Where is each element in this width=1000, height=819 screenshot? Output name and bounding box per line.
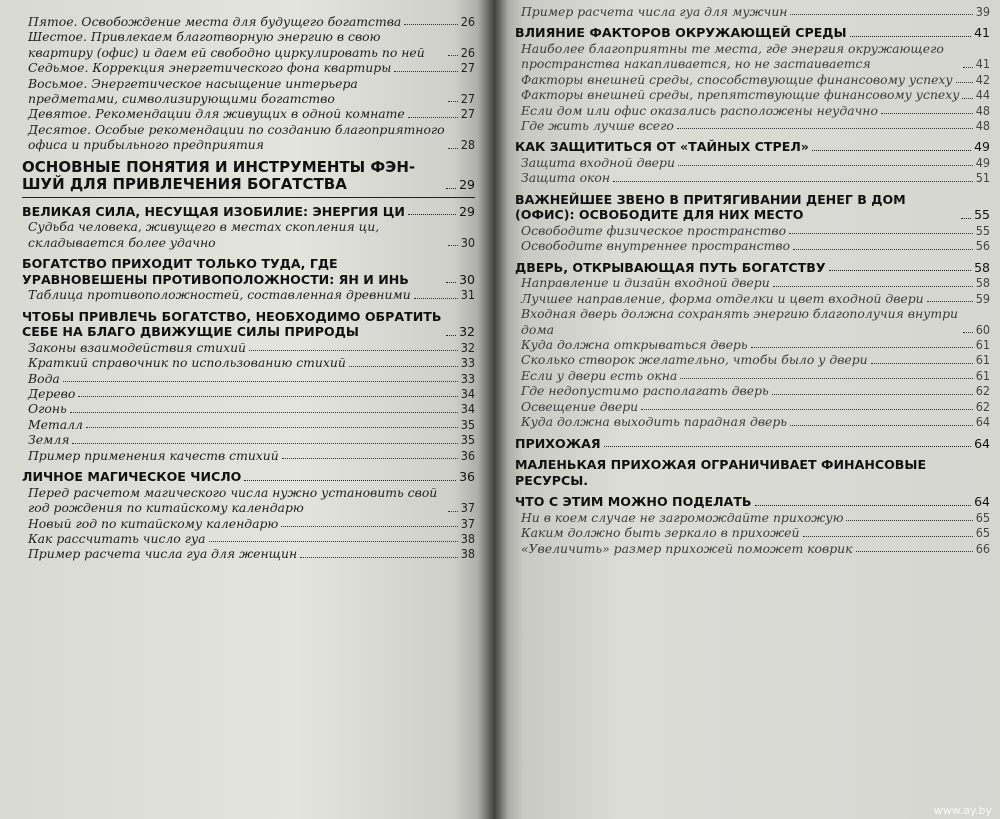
toc-title: ВЕЛИКАЯ СИЛА, НЕСУЩАЯ ИЗОБИЛИЕ: ЭНЕРГИЯ ЦИ: [22, 203, 405, 219]
toc-page-number: 36: [460, 447, 475, 463]
toc-page-number: 27: [460, 60, 475, 76]
dot-leader: [86, 427, 458, 428]
dot-leader: [448, 511, 458, 512]
dot-leader: [678, 165, 973, 166]
dot-leader: [72, 443, 457, 444]
toc-title: Освободите внутреннее пространство: [521, 238, 791, 254]
toc-entry: [515, 72, 990, 87]
toc-title: Десятое. Особые рекомендации по созданию благоприятного офиса и прибыльного предприятия: [28, 121, 445, 153]
toc-title: Факторы внешней среды, способствующие финансовому успеху: [521, 71, 953, 87]
dot-leader: [963, 332, 973, 333]
dot-leader: [846, 520, 972, 521]
toc-page-number: 55: [975, 223, 990, 239]
toc-page-number: 64: [975, 414, 990, 430]
toc-title: ЛИЧНОЕ МАГИЧЕСКОЕ ЧИСЛО: [22, 469, 242, 485]
dot-leader: [613, 181, 973, 182]
dot-leader: [63, 381, 458, 382]
toc-title: Шестое. Привлекаем благотворную энергию в свою квартиру (офис) и даем ей свободно циркулировать по ней: [28, 29, 425, 60]
toc-title: Законы взаимодействия стихий: [28, 339, 247, 355]
toc-section-heading: [515, 25, 990, 41]
toc-section-heading: [515, 494, 990, 510]
toc-entry: [515, 414, 990, 429]
toc-entry: [515, 525, 990, 540]
toc-page-number: 34: [460, 401, 475, 417]
toc-title: Новый год по китайскому календарю: [28, 515, 279, 531]
dot-leader: [641, 409, 973, 410]
toc-entry: [22, 340, 475, 355]
toc-entry: [22, 60, 475, 75]
toc-page-number: 30: [460, 234, 475, 250]
toc-title: Входная дверь должна сохранять энергию благополучия внутри дома: [521, 306, 958, 337]
toc-page-number: 32: [460, 339, 475, 355]
toc-title: Перед расчетом магического числа нужно установить свой год рождения по китайскому календарю: [28, 484, 438, 516]
toc-page-number: 58: [975, 275, 990, 291]
toc-entry: [22, 546, 475, 561]
dot-leader: [448, 55, 458, 56]
toc-page-number: 35: [460, 416, 475, 432]
toc-title: Вода: [28, 370, 60, 386]
dot-leader: [408, 214, 456, 215]
toc-entry: [515, 103, 990, 118]
toc-title: Металл: [28, 416, 83, 432]
dot-leader: [881, 113, 973, 114]
toc-title: ОСНОВНЫЕ ПОНЯТИЯ И ИНСТРУМЕНТЫ ФЭН-ШУЙ ДЛЯ ПРИВЛЕЧЕНИЯ БОГАТСТВА: [22, 157, 416, 193]
toc-entry: [22, 287, 475, 302]
dot-leader: [773, 286, 973, 287]
toc-entry: [22, 76, 475, 107]
toc-title: Земля: [28, 432, 70, 448]
toc-entry: [515, 275, 990, 290]
toc-page-number: 27: [460, 91, 475, 107]
dot-leader: [677, 128, 973, 129]
toc-title: Освободите физическое пространство: [521, 223, 787, 239]
dot-leader: [755, 505, 972, 506]
toc-title: ЧТОБЫ ПРИВЛЕЧЬ БОГАТСТВО, НЕОБХОДИМО ОБРАТИТЬ СЕБЕ НА БЛАГО ДВИЖУЩИЕ СИЛЫ ПРИРОДЫ: [22, 308, 442, 340]
toc-page-number: 61: [975, 367, 990, 383]
toc-entry: [515, 238, 990, 253]
toc-title: Восьмое. Энергетическое насыщение интерьера предметами, символизирующими богатство: [28, 75, 358, 107]
dot-leader: [812, 150, 971, 151]
toc-entry: [22, 106, 475, 121]
toc-title: Девятое. Рекомендации для живущих в одной комнате: [28, 106, 405, 122]
toc-section-heading: [22, 256, 475, 287]
toc-section-heading: [515, 260, 990, 276]
toc-page-number: 58: [974, 259, 990, 275]
toc-page-number: 62: [975, 398, 990, 414]
toc-page-number: 39: [975, 4, 990, 19]
toc-page-number: 44: [975, 87, 990, 103]
dot-leader: [404, 24, 457, 25]
toc-entry: [22, 417, 475, 432]
toc-title: КАК ЗАЩИТИТЬСЯ ОТ «ТАЙНЫХ СТРЕЛ»: [515, 139, 809, 155]
dot-leader: [790, 14, 972, 15]
toc-title: Защита окон: [521, 170, 611, 186]
toc-entry: [22, 448, 475, 463]
toc-entry: [515, 383, 990, 398]
dot-leader: [349, 366, 458, 367]
toc-title: «Увеличить» размер прихожей поможет коврик: [521, 540, 853, 556]
toc-page-number: 29: [459, 176, 475, 192]
toc-section-heading: [22, 309, 475, 340]
dot-leader: [680, 378, 972, 379]
toc-title: Освещение двери: [521, 398, 639, 414]
toc-page-number: 38: [460, 530, 475, 546]
toc-entry: [515, 291, 990, 306]
dot-leader: [789, 233, 973, 234]
dot-leader: [446, 282, 456, 283]
dot-leader: [803, 536, 973, 537]
toc-page-number: 32: [459, 324, 475, 340]
toc-title: Ни в коем случае не загромождайте прихожую: [521, 509, 844, 525]
toc-title: Факторы внешней среды, препятствующие финансовому успеху: [521, 87, 960, 103]
toc-page-number: 38: [460, 546, 475, 562]
dot-leader: [829, 270, 972, 271]
toc-title: Седьмое. Коррекция энергетического фона квартиры: [28, 60, 392, 76]
toc-entry: [22, 371, 475, 386]
toc-entry: [22, 531, 475, 546]
toc-title: Где недопустимо располагать дверь: [521, 383, 769, 399]
toc-title: МАЛЕНЬКАЯ ПРИХОЖАЯ ОГРАНИЧИВАЕТ ФИНАНСОВЫЕ РЕСУРСЫ.: [515, 457, 927, 488]
toc-title: Краткий справочник по использованию стихий: [28, 355, 346, 371]
section-divider: [22, 197, 475, 198]
dot-leader: [281, 526, 457, 527]
toc-page-number: 31: [460, 287, 475, 303]
toc-section-heading: [22, 159, 475, 193]
toc-title: Куда должна выходить парадная дверь: [521, 414, 788, 430]
toc-entry: [515, 170, 990, 185]
dot-leader: [78, 396, 457, 397]
toc-title: Таблица противоположностей, составленная древними: [28, 287, 411, 303]
toc-entry: [515, 352, 990, 367]
toc-entry: [515, 223, 990, 238]
dot-leader: [282, 458, 458, 459]
toc-page-number: 64: [974, 435, 990, 451]
dot-leader: [604, 446, 972, 447]
toc-page-number: 37: [460, 500, 475, 516]
toc-entry: [515, 399, 990, 414]
toc-title: Если у двери есть окна: [521, 367, 678, 383]
toc-entry: [22, 29, 475, 60]
toc-page-number: 33: [460, 370, 475, 386]
toc-section-heading: [515, 436, 990, 452]
toc-page-number: 49: [975, 155, 990, 171]
toc-page-number: 61: [975, 352, 990, 368]
dot-leader: [394, 71, 457, 72]
toc-section-heading: [515, 457, 990, 488]
toc-title: ДВЕРЬ, ОТКРЫВАЮЩАЯ ПУТЬ БОГАТСТВУ: [515, 259, 826, 275]
toc-page-number: 35: [460, 432, 475, 448]
toc-page-number: 34: [460, 386, 475, 402]
toc-page-number: 65: [975, 525, 990, 541]
toc-title: Пример расчета числа гуа для мужчин: [521, 4, 788, 19]
dot-leader: [790, 425, 973, 426]
toc-page-number: 64: [974, 494, 990, 510]
toc-title: Каким должно быть зеркало в прихожей: [521, 525, 800, 541]
toc-page-number: 37: [460, 515, 475, 531]
toc-entry: [22, 122, 475, 153]
toc-title: Лучшее направление, форма отделки и цвет входной двери: [521, 290, 924, 306]
toc-entry: [22, 386, 475, 401]
toc-entry: [515, 155, 990, 170]
toc-entry: [515, 118, 990, 133]
toc-title: Огонь: [28, 401, 67, 417]
dot-leader: [751, 347, 973, 348]
dot-leader: [249, 350, 458, 351]
toc-page-number: 29: [459, 203, 475, 219]
dot-leader: [448, 101, 458, 102]
toc-title: ПРИХОЖАЯ: [515, 435, 601, 451]
toc-page-number: 65: [975, 509, 990, 525]
toc-entry: [515, 541, 990, 556]
toc-page-number: 26: [460, 44, 475, 60]
toc-entry: [22, 401, 475, 416]
toc-page-number: 26: [460, 14, 475, 29]
toc-entry: [22, 219, 475, 250]
toc-entry: [515, 337, 990, 352]
toc-title: Если дом или офис оказались расположены неудачно: [521, 102, 878, 118]
toc-title: Как рассчитать число гуа: [28, 530, 206, 546]
toc-page-number: 30: [459, 271, 475, 287]
toc-page-number: 28: [460, 137, 475, 153]
toc-page-number: 48: [975, 118, 990, 134]
toc-entry: [515, 87, 990, 102]
watermark: www.ay.by: [933, 804, 992, 817]
toc-title: Пример применения качеств стихий: [28, 447, 279, 463]
toc-page-number: 48: [975, 102, 990, 118]
dot-leader: [793, 249, 973, 250]
dot-leader: [856, 551, 973, 552]
dot-leader: [871, 363, 973, 364]
dot-leader: [300, 557, 457, 558]
toc-title: Защита входной двери: [521, 155, 675, 171]
toc-title: БОГАТСТВО ПРИХОДИТ ТОЛЬКО ТУДА, ГДЕ УРАВНОВЕШЕНЫ ПРОТИВОПОЛОЖНОСТИ: ЯН И ИНЬ: [22, 256, 409, 287]
dot-leader: [244, 480, 456, 481]
toc-entry: [22, 432, 475, 447]
toc-page-number: 42: [975, 71, 990, 87]
toc-entry: [22, 14, 475, 29]
toc-section-heading: [22, 204, 475, 220]
toc-page-number: 51: [975, 170, 990, 186]
toc-entry: [515, 4, 990, 19]
toc-title: Судьба человека, живущего в местах скопления ци, складывается более удачно: [28, 219, 380, 250]
book-gutter: [478, 0, 508, 819]
dot-leader: [209, 541, 458, 542]
toc-page-number: 55: [974, 207, 990, 223]
toc-entry: [22, 355, 475, 370]
toc-title: Где жить лучше всего: [521, 118, 674, 134]
dot-leader: [414, 298, 458, 299]
toc-title: ЧТО С ЭТИМ МОЖНО ПОДЕЛАТЬ: [515, 494, 752, 510]
toc-title: ВЛИЯНИЕ ФАКТОРОВ ОКРУЖАЮЩЕЙ СРЕДЫ: [515, 25, 847, 41]
dot-leader: [446, 335, 456, 336]
toc-title: Дерево: [28, 386, 76, 402]
toc-section-heading: [515, 139, 990, 155]
toc-page-number: 33: [460, 355, 475, 371]
toc-entry: [515, 306, 990, 337]
dot-leader: [408, 117, 458, 118]
toc-page-number: 41: [974, 25, 990, 41]
toc-page-number: 56: [975, 238, 990, 254]
dot-leader: [448, 245, 458, 246]
toc-title: Пример расчета числа гуа для женщин: [28, 546, 298, 562]
toc-entry: [515, 41, 990, 72]
toc-title: Направление и дизайн входной двери: [521, 275, 770, 291]
toc-title: ВАЖНЕЙШЕЕ ЗВЕНО В ПРИТЯГИВАНИИ ДЕНЕГ В ДОМ (ОФИС): ОСВОБОДИТЕ ДЛЯ НИХ МЕСТО: [515, 191, 906, 223]
dot-leader: [446, 188, 456, 189]
dot-leader: [772, 394, 973, 395]
toc-entry: [515, 510, 990, 525]
dot-leader: [448, 148, 458, 149]
toc-page-number: 62: [975, 383, 990, 399]
toc-title: Куда должна открываться дверь: [521, 337, 748, 353]
right-page: [493, 0, 1000, 819]
toc-title: Пятое. Освобождение места для будущего богатства: [28, 14, 402, 29]
toc-page-number: 60: [975, 321, 990, 337]
toc-section-heading: [515, 192, 990, 223]
toc-page-number: 59: [975, 290, 990, 306]
toc-title: Наиболее благоприятны те места, где энергия окружающего пространства накапливается, но не застаивается: [521, 41, 944, 72]
toc-section-heading: [22, 469, 475, 485]
toc-page-number: 36: [459, 469, 475, 485]
toc-title: Сколько створок желательно, чтобы было у двери: [521, 352, 868, 368]
toc-entry: [22, 485, 475, 516]
toc-entry: [515, 368, 990, 383]
toc-page-number: 41: [975, 56, 990, 72]
dot-leader: [961, 218, 971, 219]
dot-leader: [927, 301, 973, 302]
toc-entry: [22, 516, 475, 531]
dot-leader: [70, 412, 458, 413]
toc-page-number: 61: [975, 337, 990, 353]
dot-leader: [962, 98, 972, 99]
toc-page-number: 27: [460, 106, 475, 122]
dot-leader: [956, 82, 973, 83]
toc-page-number: 49: [974, 139, 990, 155]
dot-leader: [850, 36, 972, 37]
toc-page-number: 66: [975, 540, 990, 556]
dot-leader: [963, 67, 973, 68]
left-page: [0, 0, 493, 819]
